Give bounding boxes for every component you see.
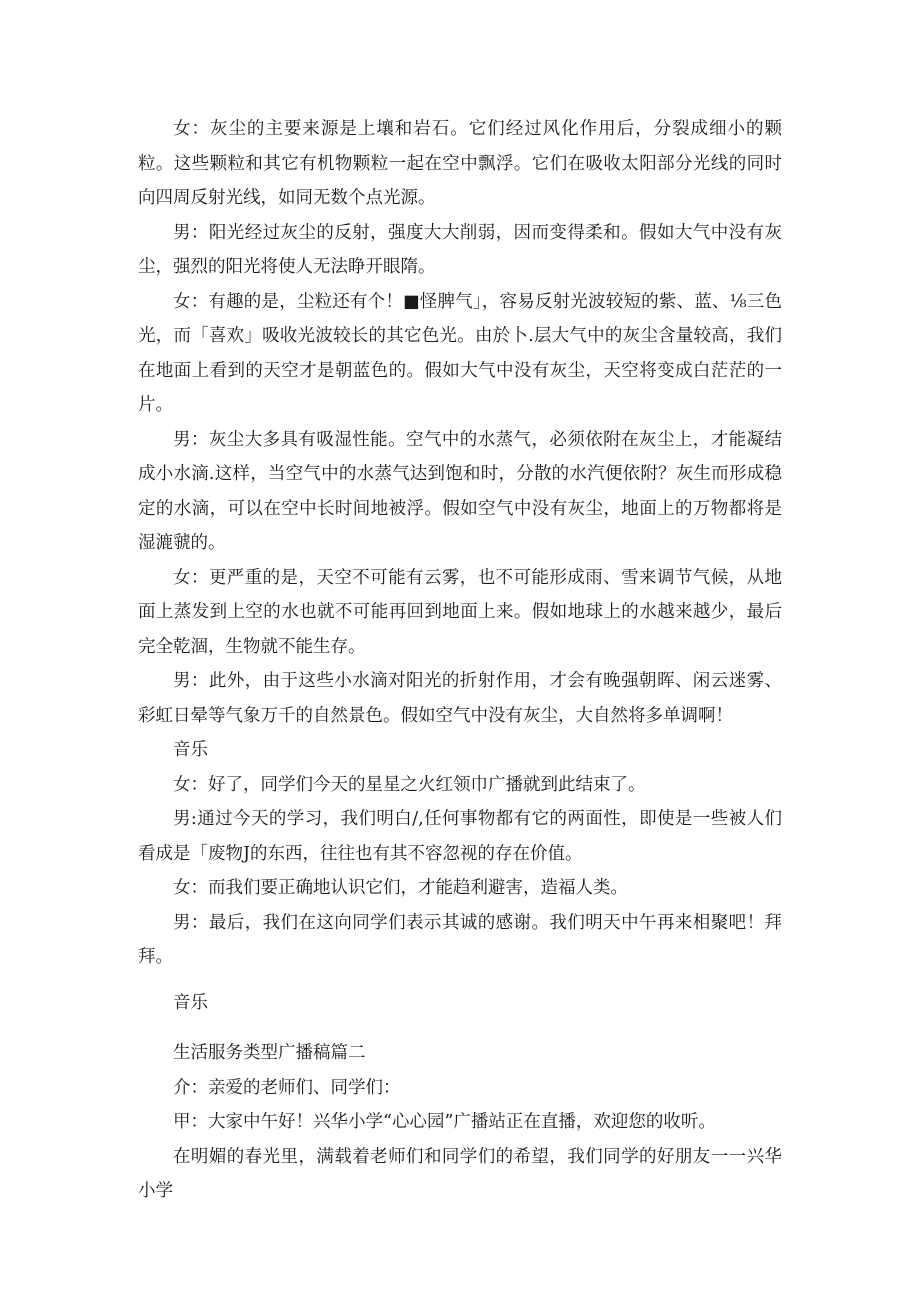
paragraph-music-cue-2: 音乐 (173, 992, 208, 1013)
paragraph-recognize: 女：而我们要正确地认识它们，才能趋利避害，造福人类。 (173, 878, 628, 898)
paragraph-greeting: 甲：大家中午好！兴华小学“心心园”广播站正在直播，欢迎您的收听。 (173, 1112, 716, 1132)
paragraph-natural-scenery: 男：此外，由于这些小水滴对阳光的折射作用，才会有晚强朝晖、闲云迷雾、彩虹日晕等气象万千的自然景色。假如空气中没有灰尘，大自然将多单调啊！ (138, 671, 782, 726)
paragraph-broadcast-ending: 女：好了，同学们今天的星星之火红领巾广播就到此结束了。 (173, 774, 646, 795)
paragraph-two-sides: 男:通过今天的学习，我们明白/,任何事物都有它的两面性，即使是一些被人们看成是「废物J的东西，往往也有其不容忽视的存在价值。 (138, 809, 782, 864)
paragraph-sunlight-reflection: 男：阳光经过灰尘的反射，强度大大削弱，因而变得柔和。假如大气中没有灰尘，强烈的阳光将使人无法睁开眼隋。 (138, 222, 782, 277)
paragraph-spring: 在明媚的春光里，满载着老师们和同学们的希望，我们同学的好朋友一一兴华小学 (138, 1146, 782, 1201)
paragraph-clouds-rain: 女：更严重的是，天空不可能有云雾，也不可能形成雨、雪来调节气候，从地面上蒸发到上空的水也就不可能再回到地面上来。假如地球上的水越来越少，最后完全乾涸，生物就不能生存。 (138, 567, 782, 657)
paragraph-water-droplets: 男：灰尘大多具有吸湿性能。空气中的水蒸气，必须依附在灰尘上，才能凝结成小水滴.这样，当空气中的水蒸气达到饱和时，分散的水汽便依附？灰生而形成稳定的水滴，可以在空中长时间地被浮。假如空气中没有灰尘，地面上的万物都将是湿漉虢的。 (138, 429, 782, 553)
paragraph-dust-sources: 女：灰尘的主要来源是上壤和岩石。它们经过风化作用后，分裂成细小的颗粒。这些颗粒和其它有机物颗粒一起在空中飘浮。它们在吸收太阳部分光线的同时向四周反射光线，如同无数个点光源。 (138, 119, 782, 208)
paragraph-farewell: 男：最后，我们在这向同学们表示其诚的感谢。我们明天中午再来相聚吧！拜拜。 (138, 912, 782, 967)
document-body (138, 112, 782, 1209)
paragraph-sky-color: 女：有趣的是，尘粒还有个！■怪脾气」，容易反射光波较短的紫、蓝、⅛三色光，而「喜欢」吸收光波较长的其它色光。由於卜.层大气中的灰尘含量较高，我们在地面上看到的天空才是朝蓝色的。假如大气中没有灰尘，天空将变成白茫茫的一片。 (138, 291, 782, 415)
paragraph-intro: 介：亲爱的老师们、同学们： (173, 1077, 401, 1098)
paragraph-music-cue: 音乐 (173, 740, 208, 760)
section-heading: 生活服务类型广播稿篇二 (173, 1043, 366, 1063)
